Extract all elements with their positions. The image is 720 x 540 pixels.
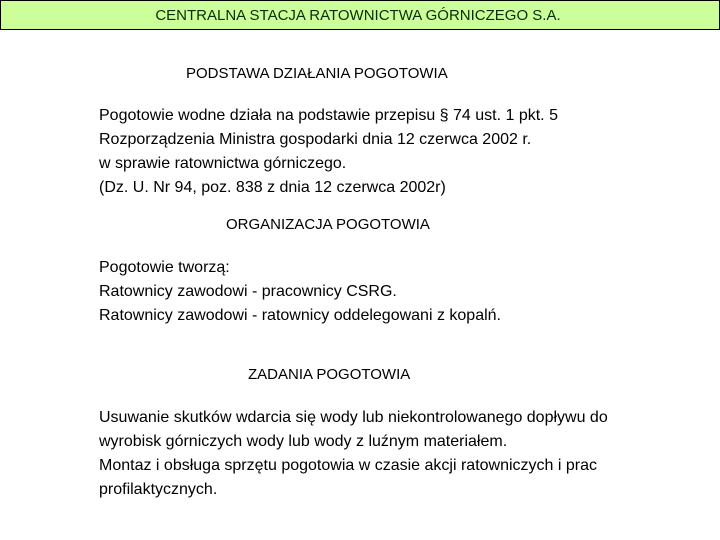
section-heading-basis: PODSTAWA DZIAŁANIA POGOTOWIA [186,65,448,82]
paragraph-line: Ratownicy zawodowi - ratownicy oddelegowani z kopalń. [99,307,501,324]
paragraph-line: Ratownicy zawodowi - pracownicy CSRG. [99,283,397,300]
paragraph-line: Usuwanie skutków wdarcia się wody lub niekontrolowanego dopływu do [99,409,608,426]
basis-paragraph [99,104,558,200]
paragraph-line: Pogotowie tworzą: [99,259,230,276]
organization-paragraph [99,256,501,328]
paragraph-line: Rozporządzenia Ministra gospodarki dnia 12 czerwca 2002 r. [99,131,532,148]
paragraph-line: profilaktycznych. [99,481,218,498]
paragraph-line: Montaz i obsługa sprzętu pogotowia w czasie akcji ratowniczych i prac [99,457,598,474]
header-banner [0,0,720,30]
tasks-paragraph [99,406,608,502]
paragraph-line: (Dz. U. Nr 94, poz. 838 z dnia 12 czerwca 2002r) [99,179,446,196]
section-heading-tasks: ZADANIA POGOTOWIA [248,366,411,383]
paragraph-line: wyrobisk górniczych wody lub wody z luźnym materiałem. [99,433,508,450]
paragraph-line: w sprawie ratownictwa górniczego. [99,155,347,172]
section-heading-organization: ORGANIZACJA POGOTOWIA [226,216,430,233]
organization-title: CENTRALNA STACJA RATOWNICTWA GÓRNICZEGO S.A. [155,7,561,24]
paragraph-line: Pogotowie wodne działa na podstawie przepisu § 74 ust. 1 pkt. 5 [99,107,558,124]
